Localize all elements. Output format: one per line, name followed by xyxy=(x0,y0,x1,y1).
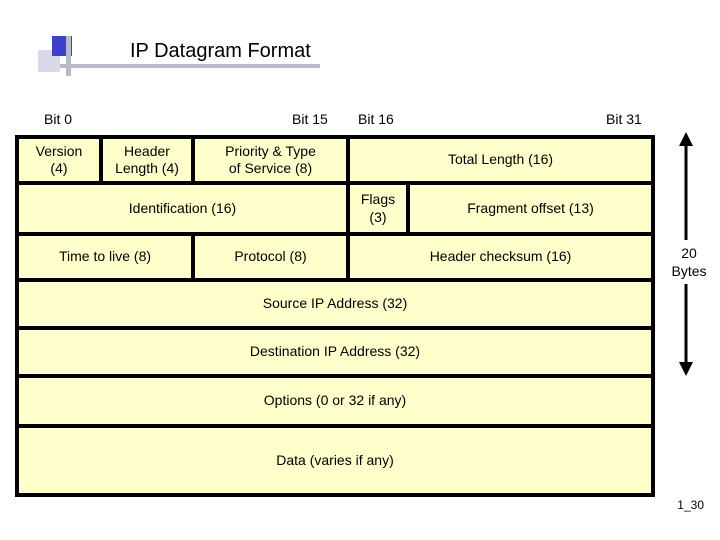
field-source-ip: Source IP Address (32) xyxy=(17,280,653,328)
field-header-length: Header Length (4) xyxy=(101,137,193,183)
field-data: Data (varies if any) xyxy=(17,426,653,495)
size-20-bytes-label: 20 Bytes xyxy=(671,245,707,280)
bit-31-label: Bit 31 xyxy=(606,111,642,127)
field-priority-tos: Priority & Type of Service (8) xyxy=(193,137,348,183)
bit-0-label: Bit 0 xyxy=(44,111,73,127)
bit-15-label: Bit 15 xyxy=(292,111,328,127)
field-ttl: Time to live (8) xyxy=(17,234,193,280)
field-version: Version (4) xyxy=(17,137,101,183)
bit-16-label: Bit 16 xyxy=(358,111,394,127)
field-protocol: Protocol (8) xyxy=(193,234,348,280)
field-header-checksum: Header checksum (16) xyxy=(348,234,653,280)
page-title: IP Datagram Format xyxy=(130,40,311,62)
field-fragment-offset: Fragment offset (13) xyxy=(408,183,653,234)
field-options: Options (0 or 32 if any) xyxy=(17,376,653,426)
field-total-length: Total Length (16) xyxy=(348,137,653,183)
field-flags: Flags (3) xyxy=(348,183,408,234)
slide-number: 1_30 xyxy=(677,498,704,512)
field-identification: Identification (16) xyxy=(17,183,348,234)
field-destination-ip: Destination IP Address (32) xyxy=(17,328,653,376)
